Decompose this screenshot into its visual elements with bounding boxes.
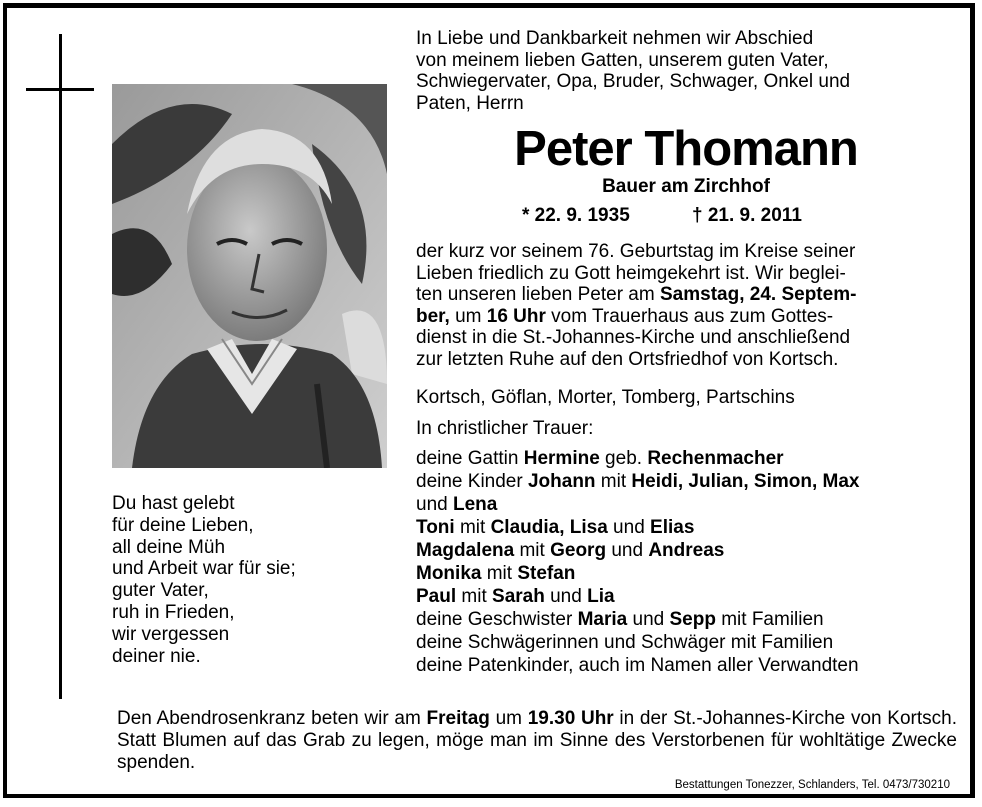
intro-text (416, 28, 956, 114)
text-segment: guter Vater, (112, 580, 209, 602)
text-segment: 19.30 Uhr (527, 708, 614, 729)
places-list: Kortsch, Göflan, Morter, Tomberg, Partschins (416, 387, 795, 408)
text-segment: 16 Uhr (486, 305, 546, 327)
text-segment: und (607, 517, 651, 538)
family-row (416, 447, 956, 470)
text-segment: Claudia, Lisa (490, 517, 608, 538)
text-segment: ten unseren lieben Peter am (416, 284, 660, 305)
text-segment: wir vergessen (112, 623, 230, 645)
rosary-notice (117, 708, 957, 774)
text-segment: Hermine (523, 448, 600, 469)
text-segment: Johann (527, 471, 596, 492)
text-segment: ber, (416, 305, 450, 327)
portrait-photo (112, 84, 387, 468)
text-segment: Sepp (669, 609, 716, 630)
text-segment: Magdalena (416, 540, 515, 561)
text-segment: Paten, Herrn (416, 92, 524, 114)
text-segment: der kurz vor seinem 76. Geburtstag im Kreise seiner (416, 241, 856, 262)
death-date: † 21. 9. 2011 (692, 205, 802, 226)
text-segment: und (627, 609, 670, 630)
text-segment: Lena (452, 494, 498, 515)
family-row: deine Patenkinder, auch im Namen aller Verwandten (416, 655, 859, 676)
text-segment: Heidi, Julian, Simon, Max (631, 471, 860, 492)
text-segment: Lia (587, 586, 615, 607)
birth-date: * 22. 9. 1935 (522, 205, 630, 226)
text-segment: geb. (599, 448, 648, 469)
text-segment: Maria (577, 609, 628, 630)
text-segment: Lieben friedlich zu Gott heimgekehrt ist. Wir beglei- (416, 262, 846, 284)
text-segment: Schwiegervater, Opa, Bruder, Schwager, Onkel und (416, 71, 851, 92)
text-segment: In Liebe und Dankbarkeit nehmen wir Abschied (416, 28, 814, 49)
text-segment: Monika (416, 563, 482, 584)
funeral-home-credit: Bestattungen Tonezzer, Schlanders, Tel. 0473/730210 (674, 779, 950, 791)
text-segment: deine Kinder (416, 471, 528, 492)
text-segment: und (416, 494, 453, 515)
cross-icon-bar (26, 88, 94, 91)
text-segment: dienst in die St.-Johannes-Kirche und anschließend (416, 327, 851, 348)
text-segment: und Arbeit war für sie; (112, 558, 296, 580)
text-segment: ruh in Frieden, (112, 601, 235, 623)
family-list (416, 447, 956, 677)
family-row (416, 516, 956, 539)
mourning-heading: In christlicher Trauer: (416, 418, 594, 439)
text-segment: und (544, 586, 588, 607)
text-segment: zur letzten Ruhe auf den Ortsfriedhof von Kortsch. (416, 348, 839, 370)
text-segment: mit (454, 517, 491, 538)
family-row (416, 585, 956, 608)
family-row (416, 562, 956, 585)
text-segment: Toni (416, 517, 455, 538)
text-segment: Andreas (648, 540, 725, 561)
text-segment: Sarah (492, 586, 545, 607)
text-segment: mit Familien (715, 609, 824, 630)
text-segment: Du hast gelebt (112, 493, 235, 514)
text-segment: und (606, 540, 649, 561)
text-segment: mit (456, 586, 493, 607)
family-row (416, 608, 956, 631)
text-segment: Rechenmacher (647, 448, 784, 469)
announcement-text (416, 241, 956, 370)
text-segment: Stefan (517, 563, 576, 584)
text-segment: um (449, 305, 487, 327)
text-segment: von meinem lieben Gatten, unserem guten Vater, (416, 49, 829, 71)
text-segment: mit (595, 471, 632, 492)
text-segment: um (489, 708, 528, 729)
text-segment: vom Trauerhaus aus zum Gottes- (545, 305, 834, 327)
text-segment: deine Geschwister (416, 609, 578, 630)
poem (112, 493, 392, 667)
family-row: deine Schwägerinnen und Schwäger mit Familien (416, 632, 834, 653)
text-segment: für deine Lieben, (112, 514, 254, 536)
text-segment: Georg (550, 540, 607, 561)
text-segment: mit (514, 540, 551, 561)
text-segment: Freitag (426, 708, 490, 729)
family-row (416, 539, 956, 562)
text-segment: deine Gattin (416, 448, 524, 469)
text-segment: Paul (416, 586, 457, 607)
text-segment: Samstag, 24. Septem- (660, 284, 857, 305)
text-segment: all deine Müh (112, 536, 226, 558)
deceased-name: Peter Thomann (514, 122, 858, 176)
text-segment: deiner nie. (112, 645, 201, 667)
family-row (416, 470, 956, 493)
cross-icon (59, 34, 62, 699)
occupation: Bauer am Zirchhof (602, 176, 770, 197)
text-segment: Den Abendrosenkranz beten wir am (117, 708, 427, 729)
text-segment: mit (481, 563, 518, 584)
text-segment: Elias (650, 517, 695, 538)
family-row (416, 493, 956, 516)
text-segment: in der St.-Johannes-Kirche von Kortsch. Statt Blumen auf das Grab zu legen, möge man im Sinne des Verstorbenen für wohltätige Zwecke spenden. (117, 708, 957, 773)
